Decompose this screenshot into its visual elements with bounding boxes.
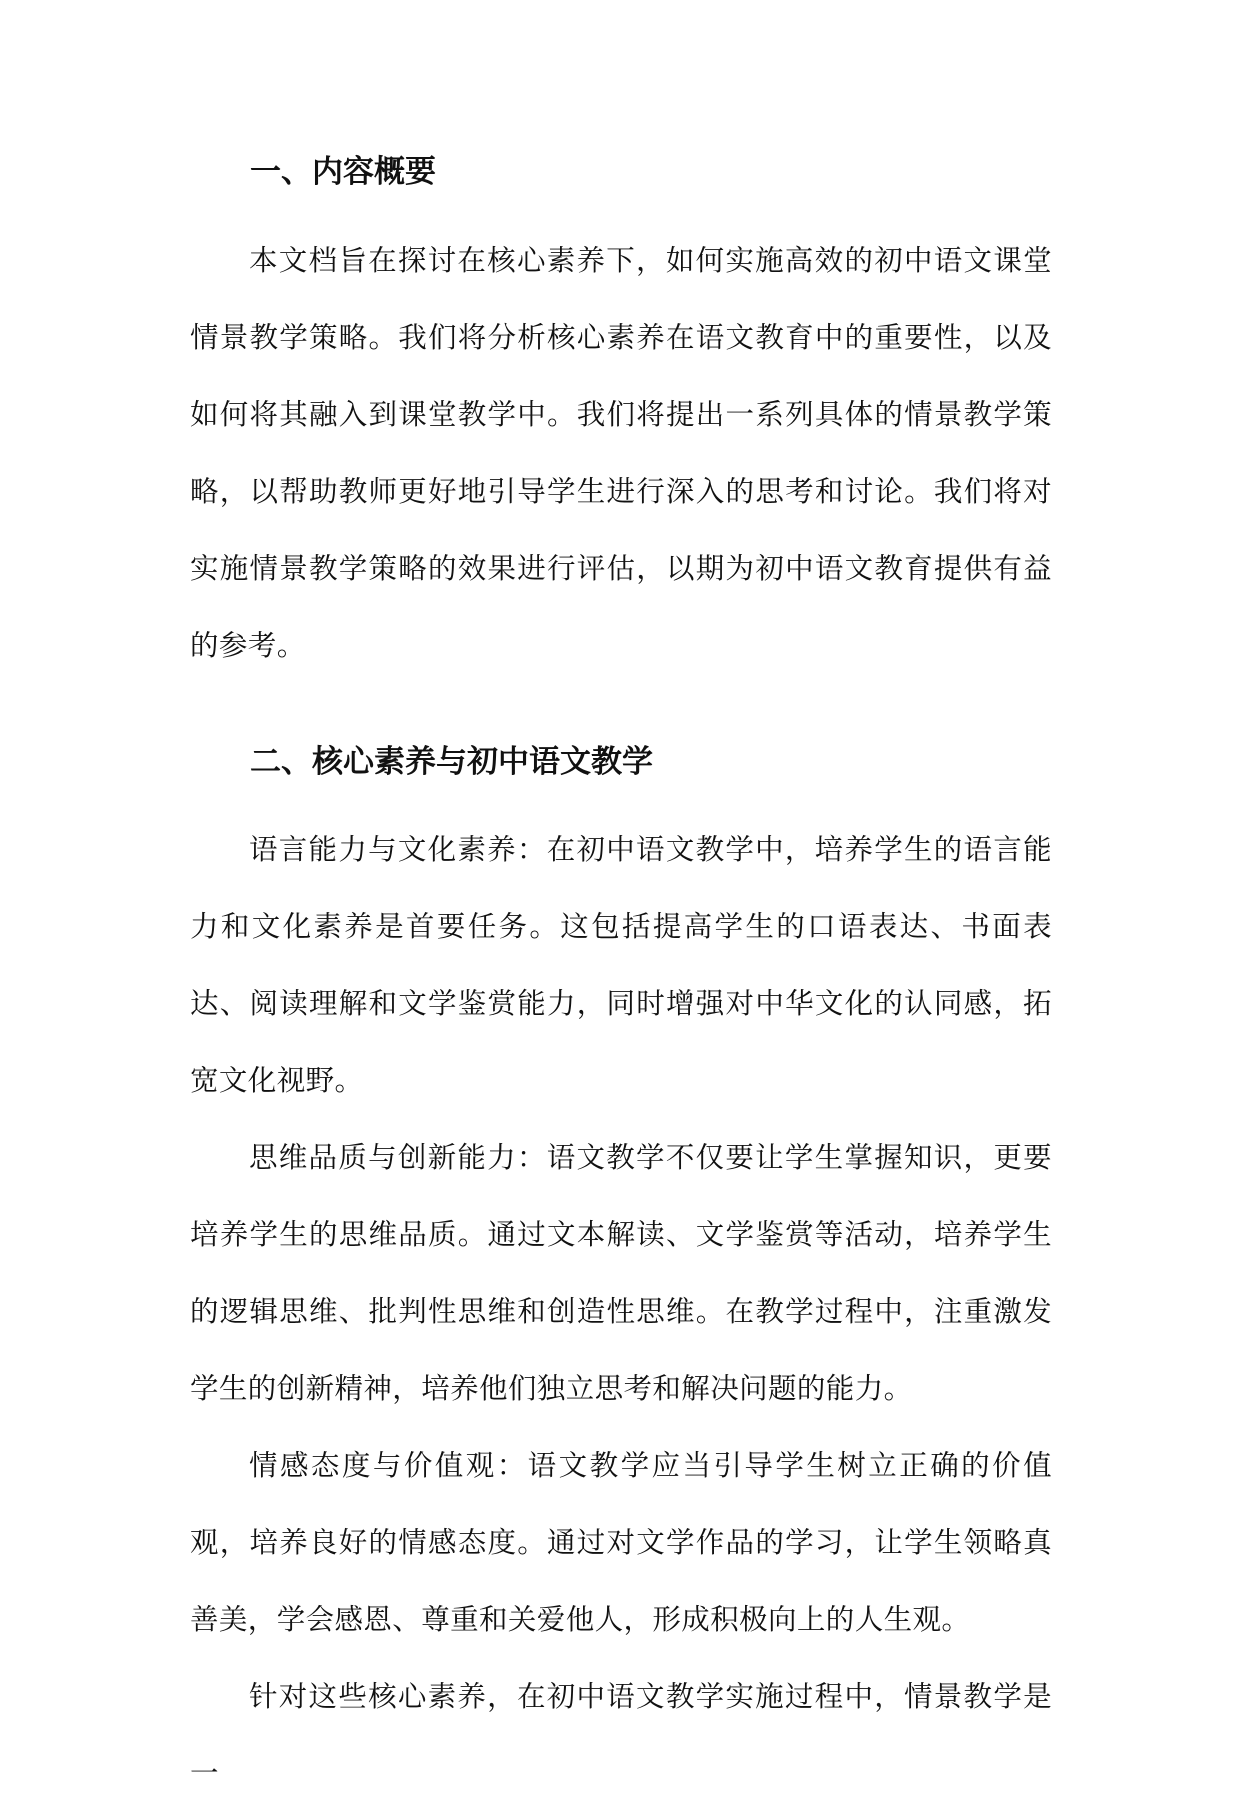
section-heading-summary: 一、内容概要 (250, 154, 436, 190)
paragraph-thinking-innovation: 思维品质与创新能力：语文教学不仅要让学生掌握知识，更要培养学生的思维品质。通过文本解读、文学鉴赏等活动，培养学生的逻辑思维、批判性思维和创造性思维。在教学过程中，注重激发学生的创新精神，培养他们独立思考和解决问题的能力。 (190, 1141, 1052, 1405)
paragraph-situational-teaching: 针对这些核心素养，在初中语文教学实施过程中，情景教学是一 (190, 1680, 1052, 1790)
section-heading-core-literacy: 二、核心素养与初中语文教学 (250, 744, 653, 780)
paragraph-language-culture: 语言能力与文化素养：在初中语文教学中，培养学生的语言能力和文化素养是首要任务。这包括提高学生的口语表达、书面表达、阅读理解和文学鉴赏能力，同时增强对中华文化的认同感，拓宽文化视野。 (190, 833, 1052, 1097)
document-body (190, 140, 1052, 1812)
summary-paragraph: 本文档旨在探讨在核心素养下，如何实施高效的初中语文课堂情景教学策略。我们将分析核心素养在语文教育中的重要性，以及如何将其融入到课堂教学中。我们将提出一系列具体的情景教学策略，以帮助教师更好地引导学生进行深入的思考和讨论。我们将对实施情景教学策略的效果进行评估，以期为初中语文教育提供有益的参考。 (190, 244, 1052, 662)
paragraph-emotion-values: 情感态度与价值观：语文教学应当引导学生树立正确的价值观，培养良好的情感态度。通过对文学作品的学习，让学生领略真善美，学会感恩、尊重和关爱他人，形成积极向上的人生观。 (190, 1449, 1052, 1636)
